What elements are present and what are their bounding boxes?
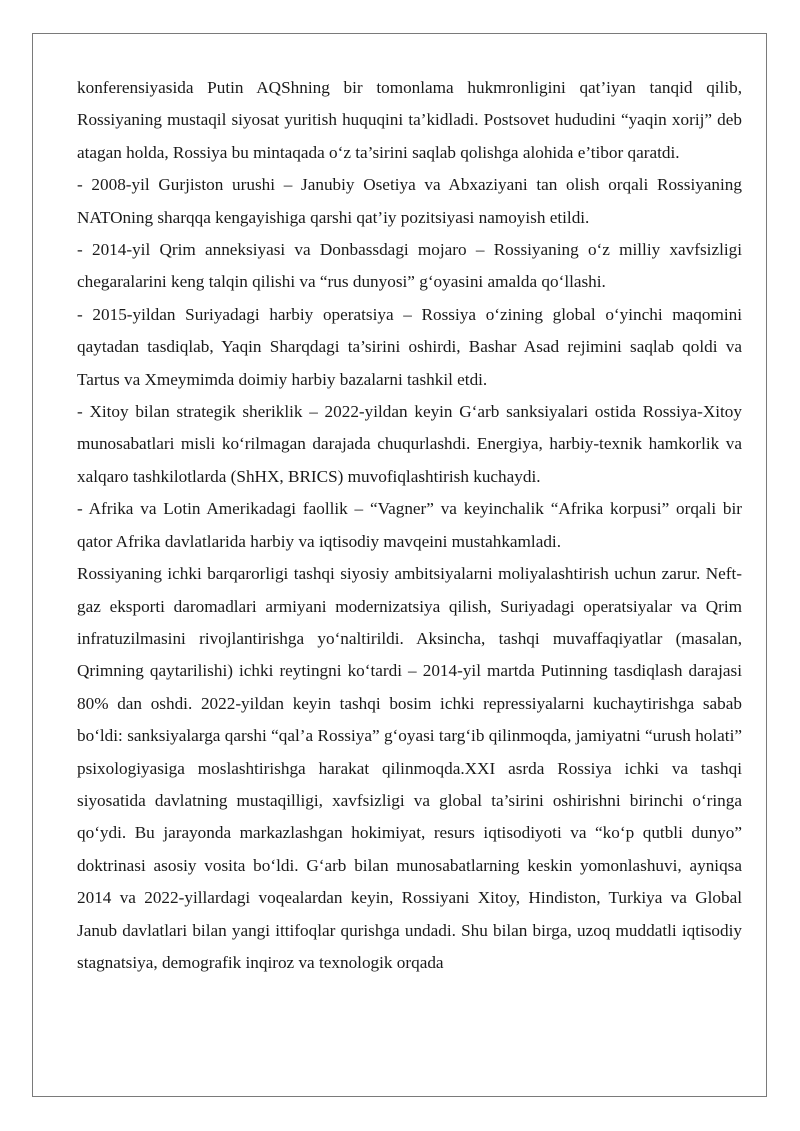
paragraph-intro: konferensiyasida Putin AQShning bir tomonlama hukmronligini qat’iyan tanqid qilib, Rossiyaning mustaqil siyosat yuritish huquqini ta’kidladi. Postsovet hududini “yaqin xorij” deb atagan holda, Rossiya bu mintaqada o‘z ta’sirini saqlab qolishga alohida e’tibor qaratdi.	[77, 78, 742, 162]
document-body	[77, 72, 742, 979]
paragraph-domestic: Rossiyaning ichki barqarorligi tashqi siyosiy ambitsiyalarni moliyalashtirish uchun zarur. Neft-gaz eksporti daromadlari armiyani modernizatsiya qilish, Suriyadagi operatsiyalar va Qrim infratuzilmasini rivojlantirishga yo‘naltirildi. Aksincha, tashqi muvaffaqiyatlar (masalan, Qrimning qaytarilishi) ichki reytingni ko‘tardi – 2014-yil martda Putinning tasdiqlash darajasi 80% dan oshdi. 2022-yildan keyin tashqi bosim ichki repressiyalarni kuchaytirishga sabab bo‘ldi: sanksiyalarga qarshi “qal’a Rossiya” g‘oyasi targ‘ib qilinmoqda, jamiyatni “urush holati” psixologiyasiga moslashtirishga harakat qilinmoqda.XXI asrda Rossiya ichki va tashqi siyosatida davlatning mustaqilligi, xavfsizligi va global ta’sirini oshirishni birinchi o‘ringa qo‘ydi. Bu jarayonda markazlashgan hokimiyat, resurs iqtisodiyoti va “ko‘p qutbli dunyo” doktrinasi asosiy vosita bo‘ldi. G‘arb bilan munosabatlarning keskin yomonlashuvi, ayniqsa 2014 va 2022-yillardagi voqealardan keyin, Rossiyani Xitoy, Hindiston, Turkiya va Global Janub davlatlari bilan yangi ittifoqlar qurishga undadi. Shu bilan birga, uzoq muddatli iqtisodiy stagnatsiya, demografik inqiroz va texnologik orqada	[77, 564, 742, 972]
list-item-syria: - 2015-yildan Suriyadagi harbiy operatsiya – Rossiya o‘zining global o‘yinchi maqomini qaytadan tasdiqlab, Yaqin Sharqdagi ta’sirini oshirdi, Bashar Asad rejimini saqlab qoldi va Tartus va Xmeymimda doimiy harbiy bazalarni tashkil etdi.	[77, 304, 742, 389]
list-item-crimea: - 2014-yil Qrim anneksiyasi va Donbassdagi mojaro – Rossiyaning o‘z milliy xavfsizligi chegaralarini keng talqin qilishi va “rus dunyosi” g‘oyasini amalda qo‘llashi.	[77, 240, 742, 292]
list-item-africa: - Afrika va Lotin Amerikadagi faollik – “Vagner” va keyinchalik “Afrika korpusi” orqali bir qator Afrika davlatlarida harbiy va iqtisodiy mavqeini mustahkamladi.	[77, 499, 742, 551]
list-item-china: - Xitoy bilan strategik sheriklik – 2022-yildan keyin G‘arb sanksiyalari ostida Rossiya-Xitoy munosabatlari misli ko‘rilmagan darajada chuqurlashdi. Energiya, harbiy-texnik hamkorlik va xalqaro tashkilotlarda (ShHX, BRICS) muvofiqlashtirish kuchaydi.	[77, 402, 742, 486]
list-item-georgia-war: - 2008-yil Gurjiston urushi – Janubiy Osetiya va Abxaziyani tan olish orqali Rossiyaning NATOning sharqqa kengayishiga qarshi qat’iy pozitsiyasi namoyish etildi.	[77, 175, 742, 227]
